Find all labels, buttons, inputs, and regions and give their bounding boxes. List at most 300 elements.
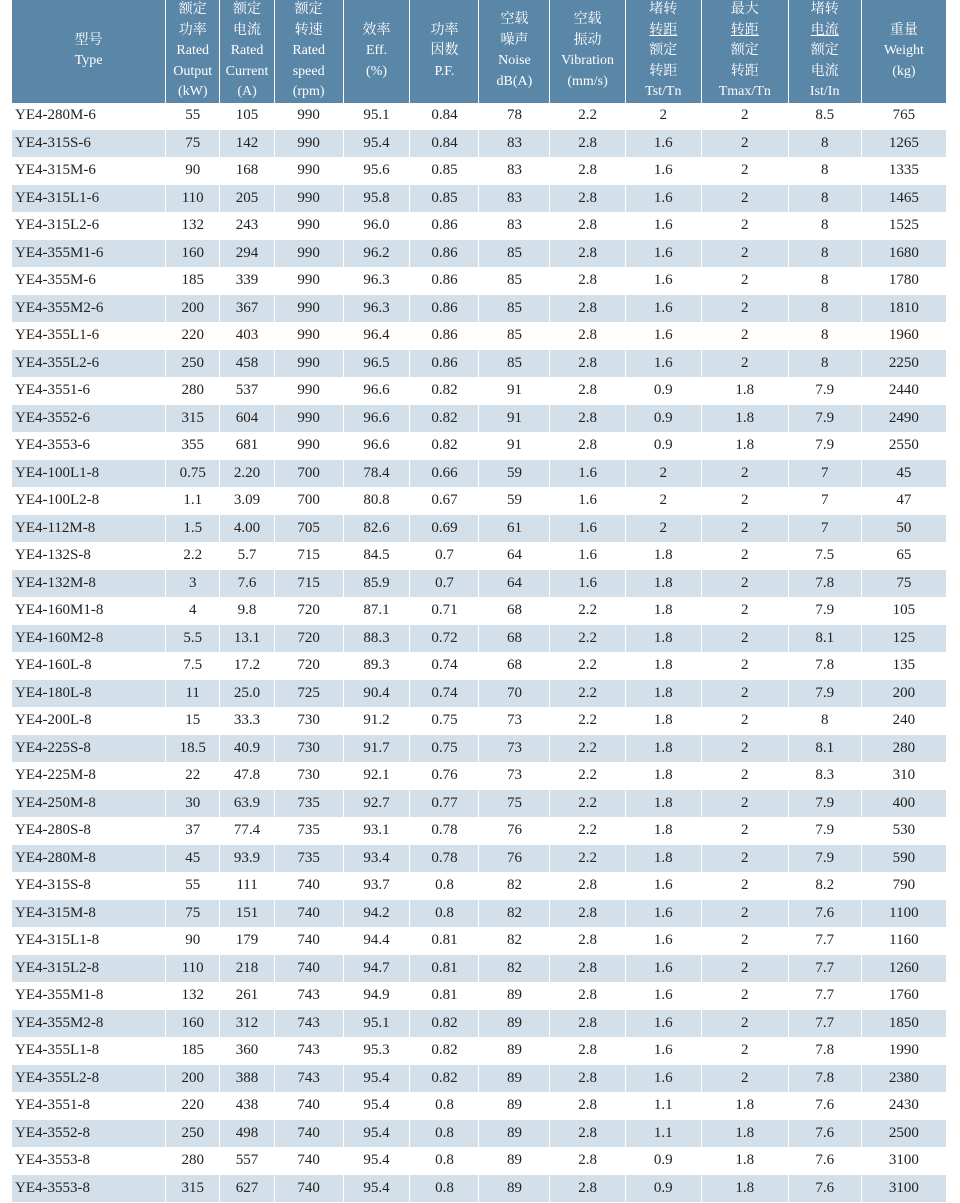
cell-current: 47.8 — [220, 762, 274, 790]
cell-tmax-tn: 2 — [701, 762, 788, 790]
cell-efficiency: 84.5 — [343, 542, 410, 570]
cell-current: 151 — [220, 900, 274, 928]
cell-power-factor: 0.75 — [410, 735, 479, 763]
table-row — [12, 515, 946, 543]
cell-noise: 68 — [479, 625, 550, 653]
cell-ist-in: 8 — [788, 157, 861, 185]
table-row — [12, 1175, 946, 1203]
table-row — [12, 1092, 946, 1120]
cell-type: YE4-315L2-8 — [12, 955, 166, 983]
cell-tmax-tn: 1.8 — [701, 405, 788, 433]
cell-ist-in: 7.9 — [788, 405, 861, 433]
cell-output: 110 — [166, 955, 220, 983]
cell-current: 339 — [220, 267, 274, 295]
table-row — [12, 735, 946, 763]
cell-tst-tn: 1.6 — [625, 955, 701, 983]
cell-tst-tn: 1.6 — [625, 1065, 701, 1093]
cell-output: 3 — [166, 570, 220, 598]
cell-weight: 1810 — [861, 295, 946, 323]
cell-speed: 740 — [274, 927, 343, 955]
table-row — [12, 707, 946, 735]
cell-output: 1.1 — [166, 487, 220, 515]
cell-tst-tn: 1.8 — [625, 762, 701, 790]
cell-type: YE4-355L2-8 — [12, 1065, 166, 1093]
cell-current: 205 — [220, 185, 274, 213]
cell-efficiency: 93.7 — [343, 872, 410, 900]
table-row — [12, 900, 946, 928]
cell-noise: 82 — [479, 927, 550, 955]
cell-power-factor: 0.77 — [410, 790, 479, 818]
cell-type: YE4-160L-8 — [12, 652, 166, 680]
cell-tmax-tn: 2 — [701, 515, 788, 543]
cell-weight: 2500 — [861, 1120, 946, 1148]
cell-vibration: 2.8 — [550, 1147, 625, 1175]
cell-speed: 735 — [274, 817, 343, 845]
cell-tst-tn: 1.8 — [625, 652, 701, 680]
cell-current: 5.7 — [220, 542, 274, 570]
cell-noise: 75 — [479, 790, 550, 818]
header-noise: 空载 噪声 Noise dB(A) — [479, 0, 550, 103]
cell-weight: 3100 — [861, 1175, 946, 1203]
cell-speed: 715 — [274, 542, 343, 570]
cell-tst-tn: 1.6 — [625, 927, 701, 955]
cell-noise: 83 — [479, 130, 550, 158]
cell-output: 185 — [166, 267, 220, 295]
cell-current: 13.1 — [220, 625, 274, 653]
cell-output: 55 — [166, 872, 220, 900]
cell-efficiency: 91.7 — [343, 735, 410, 763]
cell-output: 37 — [166, 817, 220, 845]
cell-tmax-tn: 2 — [701, 680, 788, 708]
cell-tst-tn: 1.6 — [625, 295, 701, 323]
cell-vibration: 2.8 — [550, 982, 625, 1010]
table-row — [12, 597, 946, 625]
cell-tmax-tn: 2 — [701, 845, 788, 873]
cell-type: YE4-315M-6 — [12, 157, 166, 185]
cell-speed: 743 — [274, 1010, 343, 1038]
cell-weight: 2380 — [861, 1065, 946, 1093]
cell-tst-tn: 1.8 — [625, 570, 701, 598]
cell-tmax-tn: 1.8 — [701, 1092, 788, 1120]
cell-tmax-tn: 2 — [701, 982, 788, 1010]
cell-output: 11 — [166, 680, 220, 708]
cell-output: 160 — [166, 240, 220, 268]
cell-noise: 85 — [479, 295, 550, 323]
cell-speed: 700 — [274, 460, 343, 488]
cell-type: YE4-355M1-6 — [12, 240, 166, 268]
cell-noise: 85 — [479, 240, 550, 268]
cell-ist-in: 7.6 — [788, 1147, 861, 1175]
table-body — [12, 103, 946, 1203]
cell-efficiency: 95.1 — [343, 103, 410, 130]
cell-noise: 85 — [479, 322, 550, 350]
cell-tmax-tn: 2 — [701, 900, 788, 928]
cell-tmax-tn: 2 — [701, 350, 788, 378]
cell-output: 160 — [166, 1010, 220, 1038]
cell-vibration: 2.8 — [550, 927, 625, 955]
cell-tmax-tn: 2 — [701, 625, 788, 653]
cell-type: YE4-100L2-8 — [12, 487, 166, 515]
cell-tst-tn: 1.6 — [625, 185, 701, 213]
cell-tst-tn: 1.6 — [625, 157, 701, 185]
cell-current: 537 — [220, 377, 274, 405]
cell-noise: 59 — [479, 460, 550, 488]
cell-weight: 1780 — [861, 267, 946, 295]
cell-tmax-tn: 2 — [701, 707, 788, 735]
cell-output: 7.5 — [166, 652, 220, 680]
cell-tst-tn: 1.6 — [625, 322, 701, 350]
cell-weight: 790 — [861, 872, 946, 900]
cell-tmax-tn: 2 — [701, 955, 788, 983]
motor-spec-table — [12, 0, 946, 1203]
cell-output: 1.5 — [166, 515, 220, 543]
cell-type: YE4-100L1-8 — [12, 460, 166, 488]
cell-tst-tn: 1.6 — [625, 240, 701, 268]
header-rated-output: 额定 功率 Rated Output (kW) — [166, 0, 220, 103]
cell-efficiency: 96.0 — [343, 212, 410, 240]
cell-power-factor: 0.8 — [410, 1092, 479, 1120]
cell-type: YE4-3553-8 — [12, 1147, 166, 1175]
cell-speed: 740 — [274, 1092, 343, 1120]
cell-output: 110 — [166, 185, 220, 213]
header-type: 型号 Type — [12, 0, 166, 103]
cell-tmax-tn: 2 — [701, 597, 788, 625]
cell-output: 0.75 — [166, 460, 220, 488]
table-header-row — [12, 0, 946, 103]
cell-vibration: 2.2 — [550, 790, 625, 818]
cell-weight: 240 — [861, 707, 946, 735]
cell-tmax-tn: 2 — [701, 322, 788, 350]
cell-tmax-tn: 2 — [701, 927, 788, 955]
cell-noise: 89 — [479, 982, 550, 1010]
cell-ist-in: 8.1 — [788, 625, 861, 653]
cell-noise: 85 — [479, 267, 550, 295]
cell-noise: 73 — [479, 762, 550, 790]
cell-speed: 990 — [274, 157, 343, 185]
cell-ist-in: 7 — [788, 515, 861, 543]
cell-tst-tn: 2 — [625, 515, 701, 543]
cell-vibration: 1.6 — [550, 487, 625, 515]
cell-type: YE4-3552-8 — [12, 1120, 166, 1148]
cell-noise: 89 — [479, 1175, 550, 1203]
cell-weight: 45 — [861, 460, 946, 488]
cell-output: 45 — [166, 845, 220, 873]
cell-current: 9.8 — [220, 597, 274, 625]
cell-ist-in: 7.9 — [788, 377, 861, 405]
cell-vibration: 2.8 — [550, 1092, 625, 1120]
cell-tst-tn: 1.8 — [625, 845, 701, 873]
cell-efficiency: 90.4 — [343, 680, 410, 708]
cell-output: 280 — [166, 377, 220, 405]
cell-noise: 64 — [479, 542, 550, 570]
cell-type: YE4-355L1-6 — [12, 322, 166, 350]
cell-current: 243 — [220, 212, 274, 240]
cell-current: 261 — [220, 982, 274, 1010]
table-row — [12, 652, 946, 680]
cell-speed: 720 — [274, 597, 343, 625]
cell-type: YE4-355L1-8 — [12, 1037, 166, 1065]
cell-ist-in: 7.8 — [788, 1037, 861, 1065]
cell-efficiency: 94.7 — [343, 955, 410, 983]
cell-ist-in: 8 — [788, 212, 861, 240]
cell-weight: 1525 — [861, 212, 946, 240]
cell-weight: 1465 — [861, 185, 946, 213]
cell-tmax-tn: 2 — [701, 1037, 788, 1065]
cell-power-factor: 0.8 — [410, 900, 479, 928]
cell-current: 403 — [220, 322, 274, 350]
cell-noise: 78 — [479, 103, 550, 130]
cell-type: YE4-355M-6 — [12, 267, 166, 295]
cell-vibration: 2.8 — [550, 955, 625, 983]
cell-current: 63.9 — [220, 790, 274, 818]
cell-noise: 64 — [479, 570, 550, 598]
cell-vibration: 1.6 — [550, 515, 625, 543]
cell-vibration: 1.6 — [550, 570, 625, 598]
cell-type: YE4-355M2-6 — [12, 295, 166, 323]
cell-tst-tn: 1.8 — [625, 680, 701, 708]
cell-weight: 50 — [861, 515, 946, 543]
table-row — [12, 570, 946, 598]
cell-output: 132 — [166, 212, 220, 240]
cell-speed: 990 — [274, 432, 343, 460]
cell-output: 15 — [166, 707, 220, 735]
cell-current: 3.09 — [220, 487, 274, 515]
cell-tmax-tn: 2 — [701, 872, 788, 900]
cell-noise: 89 — [479, 1147, 550, 1175]
cell-output: 75 — [166, 130, 220, 158]
cell-ist-in: 8 — [788, 130, 861, 158]
cell-current: 438 — [220, 1092, 274, 1120]
cell-speed: 990 — [274, 295, 343, 323]
cell-speed: 990 — [274, 130, 343, 158]
cell-tmax-tn: 1.8 — [701, 1120, 788, 1148]
cell-power-factor: 0.7 — [410, 542, 479, 570]
cell-weight: 1760 — [861, 982, 946, 1010]
cell-speed: 990 — [274, 103, 343, 130]
cell-tmax-tn: 2 — [701, 267, 788, 295]
cell-speed: 740 — [274, 872, 343, 900]
cell-output: 185 — [166, 1037, 220, 1065]
cell-current: 367 — [220, 295, 274, 323]
header-vibration: 空载 振动 Vibration (mm/s) — [550, 0, 625, 103]
cell-speed: 990 — [274, 322, 343, 350]
cell-power-factor: 0.84 — [410, 130, 479, 158]
cell-type: YE4-3551-8 — [12, 1092, 166, 1120]
cell-weight: 1850 — [861, 1010, 946, 1038]
cell-vibration: 2.2 — [550, 597, 625, 625]
table-row — [12, 955, 946, 983]
cell-ist-in: 7 — [788, 460, 861, 488]
cell-weight: 280 — [861, 735, 946, 763]
cell-tst-tn: 1.8 — [625, 707, 701, 735]
cell-vibration: 2.8 — [550, 1010, 625, 1038]
cell-weight: 105 — [861, 597, 946, 625]
cell-tmax-tn: 2 — [701, 185, 788, 213]
table-row — [12, 240, 946, 268]
cell-noise: 83 — [479, 157, 550, 185]
cell-ist-in: 7.7 — [788, 927, 861, 955]
cell-vibration: 2.8 — [550, 157, 625, 185]
cell-tmax-tn: 2 — [701, 735, 788, 763]
cell-efficiency: 93.1 — [343, 817, 410, 845]
cell-tmax-tn: 2 — [701, 103, 788, 130]
table-row — [12, 212, 946, 240]
cell-current: 93.9 — [220, 845, 274, 873]
cell-current: 557 — [220, 1147, 274, 1175]
cell-efficiency: 94.9 — [343, 982, 410, 1010]
cell-type: YE4-3552-6 — [12, 405, 166, 433]
cell-weight: 65 — [861, 542, 946, 570]
cell-type: YE4-280M-6 — [12, 103, 166, 130]
cell-tmax-tn: 2 — [701, 212, 788, 240]
cell-vibration: 2.8 — [550, 130, 625, 158]
cell-tmax-tn: 2 — [701, 487, 788, 515]
cell-ist-in: 7.6 — [788, 1092, 861, 1120]
cell-tst-tn: 1.8 — [625, 735, 701, 763]
cell-speed: 705 — [274, 515, 343, 543]
cell-speed: 725 — [274, 680, 343, 708]
cell-type: YE4-112M-8 — [12, 515, 166, 543]
cell-weight: 1265 — [861, 130, 946, 158]
cell-ist-in: 7.9 — [788, 680, 861, 708]
cell-efficiency: 82.6 — [343, 515, 410, 543]
cell-power-factor: 0.75 — [410, 707, 479, 735]
cell-type: YE4-315M-8 — [12, 900, 166, 928]
cell-ist-in: 8 — [788, 295, 861, 323]
cell-type: YE4-132M-8 — [12, 570, 166, 598]
cell-current: 4.00 — [220, 515, 274, 543]
cell-vibration: 2.8 — [550, 872, 625, 900]
cell-vibration: 2.2 — [550, 707, 625, 735]
cell-weight: 2490 — [861, 405, 946, 433]
cell-current: 681 — [220, 432, 274, 460]
cell-output: 220 — [166, 1092, 220, 1120]
cell-speed: 740 — [274, 955, 343, 983]
cell-vibration: 1.6 — [550, 542, 625, 570]
cell-ist-in: 8 — [788, 707, 861, 735]
table-row — [12, 350, 946, 378]
cell-efficiency: 91.2 — [343, 707, 410, 735]
cell-power-factor: 0.69 — [410, 515, 479, 543]
cell-efficiency: 78.4 — [343, 460, 410, 488]
table-row — [12, 927, 946, 955]
cell-efficiency: 95.4 — [343, 1120, 410, 1148]
cell-output: 55 — [166, 103, 220, 130]
cell-output: 132 — [166, 982, 220, 1010]
cell-tst-tn: 0.9 — [625, 1147, 701, 1175]
cell-speed: 990 — [274, 240, 343, 268]
cell-tmax-tn: 2 — [701, 790, 788, 818]
cell-tst-tn: 0.9 — [625, 405, 701, 433]
table-row — [12, 542, 946, 570]
cell-speed: 730 — [274, 735, 343, 763]
cell-ist-in: 7.6 — [788, 900, 861, 928]
cell-noise: 91 — [479, 405, 550, 433]
cell-current: 111 — [220, 872, 274, 900]
cell-speed: 730 — [274, 707, 343, 735]
table-row — [12, 460, 946, 488]
cell-power-factor: 0.81 — [410, 927, 479, 955]
cell-ist-in: 7.9 — [788, 790, 861, 818]
cell-efficiency: 96.2 — [343, 240, 410, 268]
cell-power-factor: 0.82 — [410, 1065, 479, 1093]
cell-noise: 76 — [479, 817, 550, 845]
cell-noise: 89 — [479, 1065, 550, 1093]
table-row — [12, 130, 946, 158]
cell-efficiency: 92.7 — [343, 790, 410, 818]
cell-ist-in: 8.5 — [788, 103, 861, 130]
table-row — [12, 1120, 946, 1148]
cell-power-factor: 0.86 — [410, 267, 479, 295]
cell-vibration: 2.8 — [550, 1065, 625, 1093]
cell-type: YE4-355L2-6 — [12, 350, 166, 378]
cell-noise: 70 — [479, 680, 550, 708]
cell-tst-tn: 1.6 — [625, 982, 701, 1010]
cell-noise: 83 — [479, 212, 550, 240]
cell-current: 168 — [220, 157, 274, 185]
cell-output: 18.5 — [166, 735, 220, 763]
cell-output: 22 — [166, 762, 220, 790]
cell-power-factor: 0.86 — [410, 212, 479, 240]
table-row — [12, 680, 946, 708]
cell-ist-in: 7.9 — [788, 845, 861, 873]
cell-current: 360 — [220, 1037, 274, 1065]
cell-tst-tn: 1.8 — [625, 597, 701, 625]
cell-efficiency: 95.4 — [343, 1175, 410, 1203]
cell-vibration: 2.2 — [550, 735, 625, 763]
table-row — [12, 1147, 946, 1175]
cell-weight: 2440 — [861, 377, 946, 405]
cell-tmax-tn: 1.8 — [701, 432, 788, 460]
cell-tmax-tn: 2 — [701, 295, 788, 323]
cell-noise: 91 — [479, 377, 550, 405]
table-row — [12, 432, 946, 460]
cell-ist-in: 8 — [788, 240, 861, 268]
cell-current: 40.9 — [220, 735, 274, 763]
cell-type: YE4-3553-8 — [12, 1175, 166, 1203]
cell-efficiency: 95.4 — [343, 1092, 410, 1120]
cell-ist-in: 7.7 — [788, 982, 861, 1010]
cell-ist-in: 7.8 — [788, 1065, 861, 1093]
cell-weight: 75 — [861, 570, 946, 598]
cell-weight: 2250 — [861, 350, 946, 378]
header-efficiency: 效率 Eff. (%) — [343, 0, 410, 103]
cell-current: 498 — [220, 1120, 274, 1148]
cell-ist-in: 7.9 — [788, 817, 861, 845]
cell-weight: 530 — [861, 817, 946, 845]
cell-output: 280 — [166, 1147, 220, 1175]
table-row — [12, 845, 946, 873]
cell-ist-in: 8 — [788, 350, 861, 378]
cell-weight: 765 — [861, 103, 946, 130]
table-row — [12, 1037, 946, 1065]
cell-type: YE4-225M-8 — [12, 762, 166, 790]
cell-tmax-tn: 2 — [701, 1065, 788, 1093]
cell-power-factor: 0.85 — [410, 157, 479, 185]
table-row — [12, 817, 946, 845]
cell-type: YE4-315L2-6 — [12, 212, 166, 240]
cell-noise: 89 — [479, 1092, 550, 1120]
cell-noise: 59 — [479, 487, 550, 515]
cell-current: 179 — [220, 927, 274, 955]
cell-power-factor: 0.81 — [410, 955, 479, 983]
cell-power-factor: 0.82 — [410, 377, 479, 405]
cell-power-factor: 0.84 — [410, 103, 479, 130]
cell-power-factor: 0.76 — [410, 762, 479, 790]
cell-vibration: 2.8 — [550, 267, 625, 295]
cell-power-factor: 0.74 — [410, 680, 479, 708]
cell-weight: 125 — [861, 625, 946, 653]
